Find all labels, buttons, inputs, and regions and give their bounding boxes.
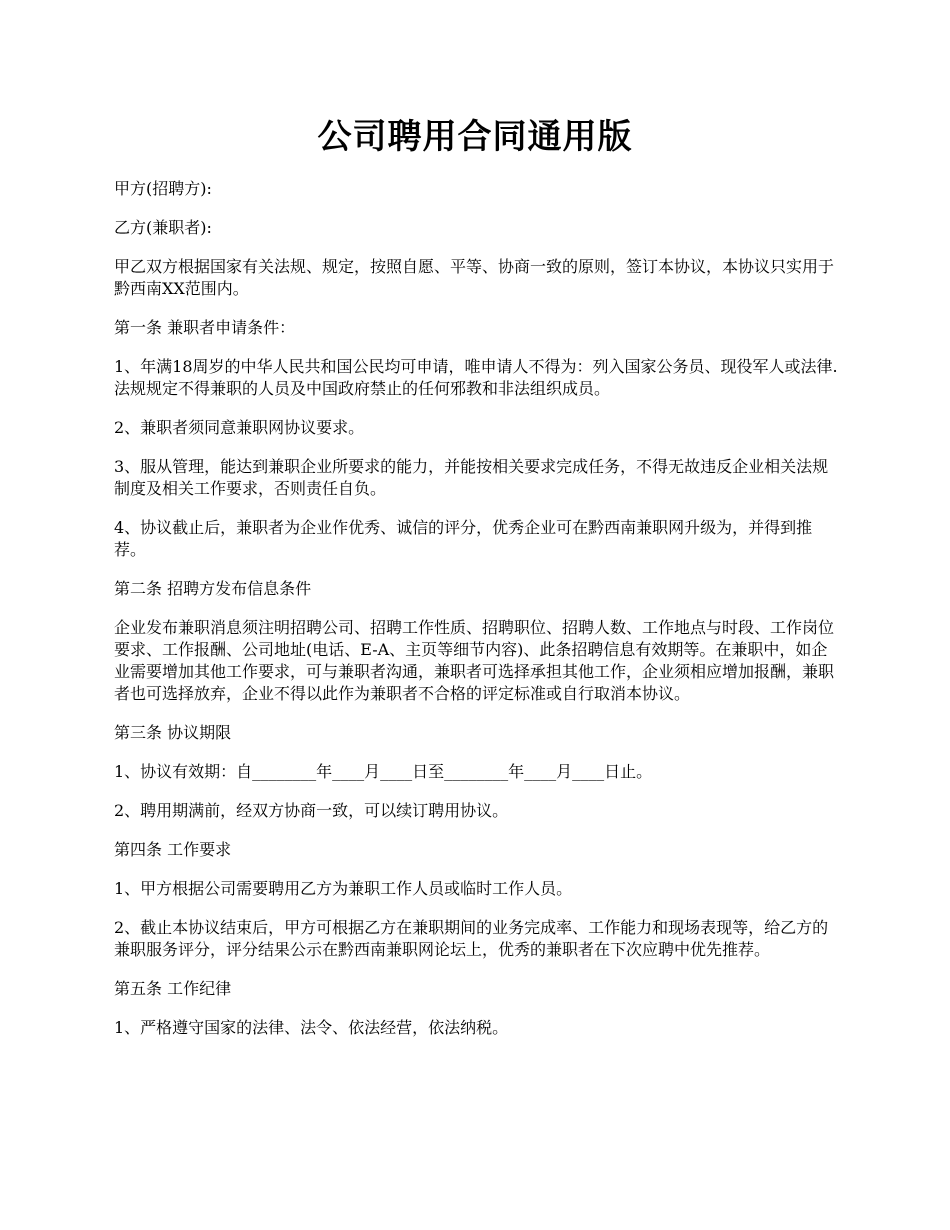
article-1-clause-3: 3、服从管理，能达到兼职企业所要求的能力，并能按相关要求完成任务，不得无故违反企业相关法规制度及相关工作要求，否则责任自负。 [114,457,829,498]
article-4-clause-2: 2、截止本协议结束后，甲方可根据乙方在兼职期间的业务完成率、工作能力和现场表现等，给乙方的兼职服务评分，评分结果公示在黔西南兼职网论坛上，优秀的兼职者在下次应聘中优先推荐。 [114,918,829,959]
article-5-clause-1: 1、严格遵守国家的法律、法令、依法经营，依法纳税。 [114,1018,509,1037]
document-body [114,178,840,1056]
article-1-clause-2: 2、兼职者须同意兼职网协议要求。 [114,418,365,437]
article-3-clause-2: 2、聘用期满前，经双方协商一致，可以续订聘用协议。 [114,801,509,820]
document-title: 公司聘用合同通用版 [317,117,633,157]
article-4-clause-1: 1、甲方根据公司需要聘用乙方为兼职工作人员或临时工作人员。 [114,879,573,898]
party-b-line: 乙方(兼职者): [114,218,212,237]
article-1-clause-4: 4、协议截止后，兼职者为企业作优秀、诚信的评分，优秀企业可在黔西南兼职网升级为，并得到推荐。 [114,518,813,559]
article-1-heading: 第一条 兼职者申请条件： [114,318,296,337]
article-2-paragraph: 企业发布兼职消息须注明招聘公司、招聘工作性质、招聘职位、招聘人数、工作地点与时段、工作岗位要求、工作报酬、公司地址(电话、E-A、主页等细节内容)、此条招聘信息有效期等。在兼职中，如企业需要增加其他工作要求，可与兼职者沟通，兼职者可选择承担其他工作，企业须相应增加报酬，兼职者也可选择放弃，企业不得以此作为兼职者不合格的评定标准或自行取消本协议。 [114,618,835,703]
party-a-line: 甲方(招聘方): [114,179,212,198]
article-5-heading: 第五条 工作纪律 [114,979,232,998]
article-2-heading: 第二条 招聘方发布信息条件 [114,579,312,598]
preamble-paragraph: 甲乙双方根据国家有关法规、规定，按照自愿、平等、协商一致的原则，签订本协议，本协议只实用于黔西南XX范围内。 [114,257,835,298]
article-4-heading: 第四条 工作要求 [114,840,232,859]
article-3-clause-1: 1、协议有效期：自________年____月____日至________年____月____日止。 [114,762,653,781]
article-3-heading: 第三条 协议期限 [114,723,232,742]
article-1-clause-1: 1、年满18周岁的中华人民共和国公民均可申请，唯申请人不得为：列入国家公务员、现役军人或法律.法规规定不得兼职的人员及中国政府禁止的任何邪教和非法组织成员。 [114,357,838,398]
